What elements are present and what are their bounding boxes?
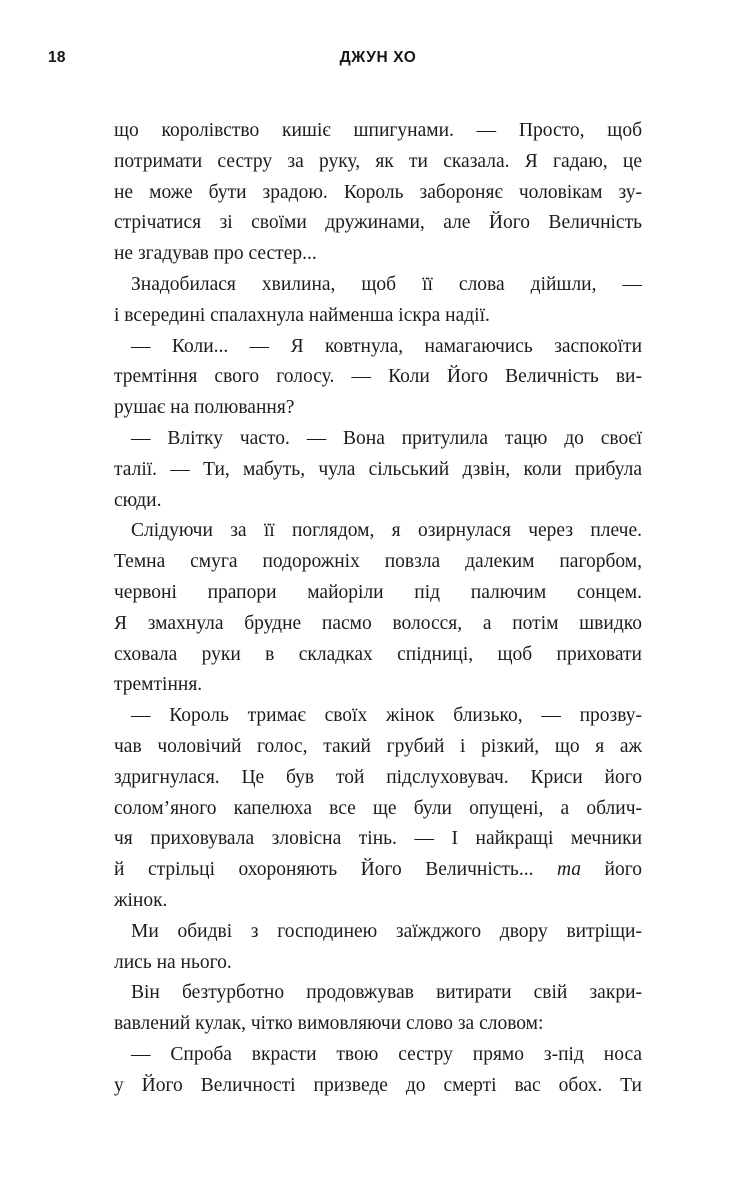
text-line: жінок. (114, 889, 168, 911)
text-line: — Король тримає своїх жінок близько, — прозву- (131, 705, 642, 727)
text-line: й стрільці охороняють Його Величність... та його (114, 859, 642, 881)
text-line: що королівство кишіє шпигунами. — Просто, щоб (114, 120, 642, 141)
text-line: Ми обидві з господинею заїжджого двору витріщи- (131, 920, 642, 942)
text-line: лись на нього. (114, 951, 232, 973)
text-line: Темна смуга подорожніх повзла далеким пагорбом, (114, 551, 642, 573)
text-line: рушає на полювання? (114, 397, 295, 419)
paragraph (114, 917, 642, 979)
paragraph (114, 516, 642, 701)
text-line: чя приховувала зловісна тінь. — І найкращі мечники (114, 828, 642, 850)
paragraph (114, 424, 642, 516)
text-line: червоні прапори майоріли під палючим сонцем. (114, 581, 642, 603)
text-line: талії. — Ти, мабуть, чула сільський дзвін, коли прибула (114, 458, 642, 480)
text-line: — Спроба вкрасти твою сестру прямо з-під носа (131, 1043, 642, 1065)
text-line: сховала руки в складках спідниці, щоб приховати (114, 643, 642, 665)
paragraph (114, 332, 642, 424)
text-line: не може бути зрадою. Король забороняє чоловікам зу- (114, 181, 642, 203)
body-text (114, 116, 642, 1102)
text-line: стрічатися зі своїми дружинами, але Його Величність (114, 212, 642, 234)
text-line: — Коли... — Я ковтнула, намагаючись заспокоїти (131, 335, 642, 357)
text-line: — Влітку часто. — Вона притулила тацю до своєї (131, 427, 642, 449)
text-line: у Його Величності призведе до смерті вас обох. Ти (114, 1074, 642, 1096)
text-line: і всередині спалахнула найменша іскра надії. (114, 304, 490, 326)
text-line: Він безтурботно продовжував витирати свій закри- (131, 982, 642, 1004)
text-line: потримати сестру за руку, як ти сказала. Я гадаю, це (114, 150, 642, 172)
page-number: 18 (48, 49, 66, 66)
text-line: Я змахнула брудне пасмо волосся, а потім швидко (114, 612, 642, 634)
text-line: не згадував про сестер... (114, 243, 317, 265)
paragraph (114, 270, 642, 332)
text-line: Слідуючи за її поглядом, я озирнулася через плече. (131, 520, 642, 542)
paragraph (114, 116, 642, 270)
running-header: ДЖУН ХО (339, 49, 417, 66)
text-line: Знадобилася хвилина, щоб її слова дійшли, — (131, 273, 642, 295)
text-line: солом’яного капелюха все ще були опущені, а облич- (114, 797, 642, 819)
paragraph (114, 701, 642, 917)
text-line: тремтіння. (114, 674, 203, 696)
text-line: сюди. (114, 489, 162, 511)
text-line: здригнулася. Це був той підслуховувач. Криси його (114, 766, 642, 788)
text-line: тремтіння свого голосу. — Коли Його Величність ви- (114, 366, 642, 388)
paragraph (114, 978, 642, 1040)
paragraph (114, 1040, 642, 1102)
text-line: вавлений кулак, чітко вимовляючи слово за словом: (114, 1013, 544, 1035)
italic-text: та (556, 859, 582, 881)
text-line: чав чоловічий голос, такий грубий і різкий, що я аж (114, 735, 642, 757)
